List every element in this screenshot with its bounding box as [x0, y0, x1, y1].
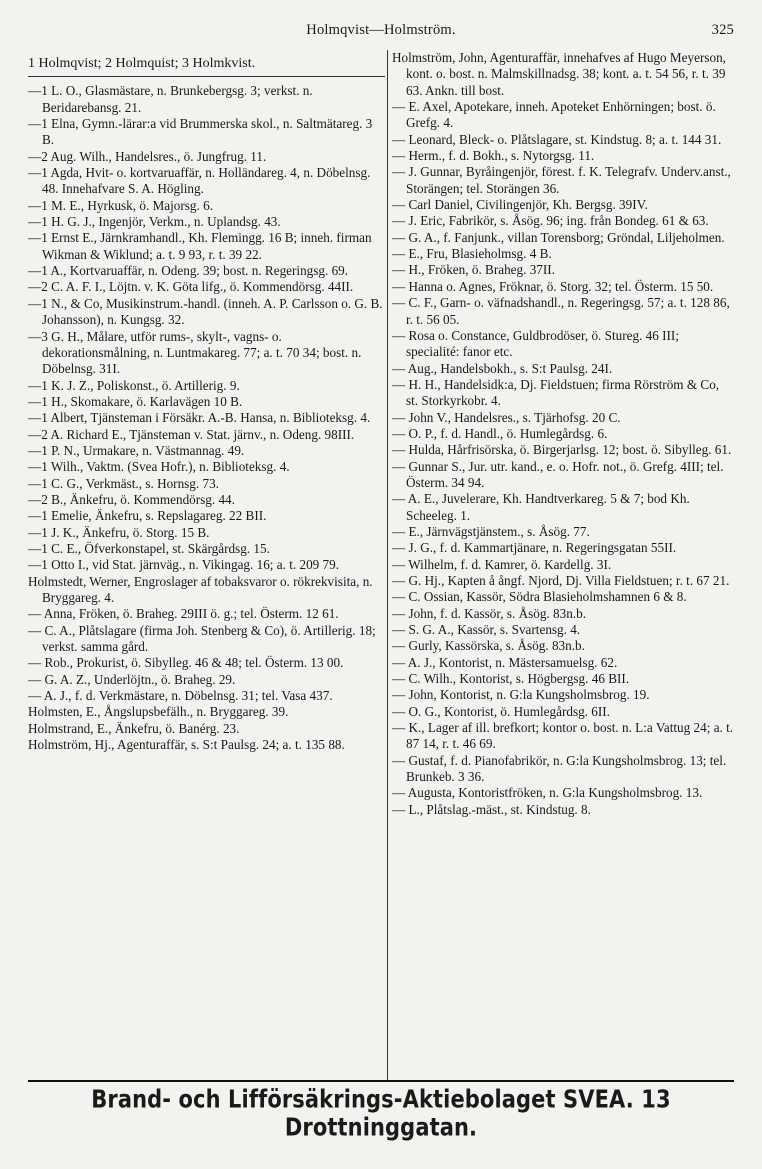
directory-entry: — A. J., f. d. Verkmästare, n. Döbelnsg. 31; tel. Vasa 437.	[28, 688, 333, 704]
column-divider	[387, 50, 388, 1080]
directory-entry: —1 H., Skomakare, ö. Karlavägen 10 B.	[28, 393, 243, 409]
page-title: Holmqvist—Holmström.	[306, 22, 456, 38]
directory-entry: — Hulda, Hårfrisörska, ö. Birgerjarlsg. 12; bost. ö. Sibylleg. 61.	[392, 442, 732, 458]
directory-entry: —2 Aug. Wilh., Handelsres., ö. Jungfrug. 11.	[28, 148, 267, 164]
directory-entry: — C. A., Plåtslagare (firma Joh. Stenberg & Co), ö. Artillerig. 18; verkst. samma gård.	[28, 622, 376, 655]
directory-entry: — Rosa o. Constance, Guldbrodöser, ö. Stureg. 46 III; specialité: fanor etc.	[392, 327, 679, 360]
directory-entry: —1 P. N., Urmakare, n. Västmannag. 49.	[28, 442, 245, 458]
directory-entry: —3 G. H., Målare, utför rums-, skylt-, vagns- o. dekorationsmålning, n. Luntmakareg. 77; a. t. 70 34; bost. n. Döbelnsg. 31I.	[28, 328, 362, 377]
directory-entry: —1 J. K., Änkefru, ö. Storg. 15 B.	[28, 524, 210, 540]
directory-entry: — G. A., f. Fanjunk., villan Torensborg; Gröndal, Liljeholmen.	[392, 229, 725, 245]
directory-entry: — G. Hj., Kapten å ångf. Njord, Dj. Villa Fieldstuen; r. t. 67 21.	[392, 573, 730, 588]
directory-entry: —2 B., Änkefru, ö. Kommendörsg. 44.	[28, 491, 235, 507]
directory-entry: — John, Kontorist, n. G:la Kungsholmsbrog. 19.	[392, 687, 650, 703]
surname-header: 1 Holmqvist; 2 Holmquist; 3 Holmkvist.	[28, 50, 385, 77]
directory-entry: — Wilhelm, f. d. Kamrer, ö. Kardellg. 3I.	[392, 556, 612, 572]
directory-entry: — C. F., Garn- o. väfnadshandl., n. Regeringsg. 57; a. t. 128 86, r. t. 56 05.	[392, 295, 730, 327]
directory-entry: —1 Agda, Hvit- o. kortvaruaffär, n. Holländareg. 4, n. Döbelnsg. 48. Innehafvare S. A. Högling.	[28, 165, 371, 197]
directory-entry: Holmstedt, Werner, Engroslager af tobaksvaror o. rökrekvisita, n. Bryggareg. 4.	[28, 573, 373, 605]
directory-entry: — Gunnar S., Jur. utr. kand., e. o. Hofr. not., ö. Grefg. 4III; tel. Österm. 34 94.	[392, 458, 724, 490]
directory-entry: — J. Gunnar, Byråingenjör, förest. f. K. Telegrafv. Underv.anst., Storängen; tel. Storängen 36.	[392, 164, 731, 196]
directory-entry: —1 Wilh., Vaktm. (Svea Hofr.), n. Biblioteksg. 4.	[28, 459, 290, 475]
directory-entry: —1 Emelie, Änkefru, s. Repslagareg. 22 BII.	[28, 508, 267, 524]
directory-entry: — H., Fröken, ö. Braheg. 37II.	[392, 262, 555, 278]
directory-page	[28, 0, 734, 1169]
left-column	[28, 50, 385, 753]
directory-entry: — Gustaf, f. d. Pianofabrikör, n. G:la Kungsholmsbrog. 13; tel. Brunkeb. 3 36.	[392, 752, 727, 785]
directory-entry: —1 K. J. Z., Poliskonst., ö. Artillerig. 9.	[28, 377, 240, 393]
directory-entry: — Augusta, Kontoristfröken, n. G:la Kungsholmsbrog. 13.	[392, 785, 703, 801]
directory-entry: — Leonard, Bleck- o. Plåtslagare, st. Kindstug. 8; a. t. 144 31.	[392, 131, 722, 147]
directory-entry: — G. A. Z., Underlöjtn., ö. Braheg. 29.	[28, 671, 236, 687]
directory-entry: —1 H. G. J., Ingenjör, Verkm., n. Uplandsg. 43.	[28, 214, 281, 230]
directory-entry: — C. Wilh., Kontorist, s. Högbergsg. 46 BII.	[392, 671, 630, 687]
footer-rule-top	[28, 1080, 734, 1082]
directory-entry: — A. J., Kontorist, n. Mästersamuelsg. 62.	[392, 654, 618, 670]
directory-entry: — O. P., f. d. Handl., ö. Humlegårdsg. 6.	[392, 425, 608, 441]
directory-entry: Holmsten, E., Ångslupsbefälh., n. Bryggareg. 39.	[28, 704, 289, 720]
directory-entry: — A. E., Juvelerare, Kh. Handtverkareg. 5 & 7; bod Kh. Scheeleg. 1.	[392, 491, 690, 523]
directory-entry: — K., Lager af ill. brefkort; kontor o. bost. n. L:a Vattug 24; a. t. 87 14, r. t. 46 69.	[392, 720, 734, 752]
directory-entry: Holmström, John, Agenturaffär, innehafves af Hugo Meyerson, kont. o. bost. n. Malmskillnadsg. 38; kont. a. t. 54 56, r. t. 39 63. Ankn. till bost.	[392, 50, 726, 98]
page-number: 325	[711, 22, 734, 38]
right-column	[392, 50, 734, 818]
directory-entry: — Herm., f. d. Bokh., s. Nytorgsg. 11.	[392, 148, 595, 164]
directory-entry: —1 C. G., Verkmäst., s. Hornsg. 73.	[28, 475, 219, 491]
directory-entry: —1 Albert, Tjänsteman i Försäkr. A.-B. Hansa, n. Biblioteksg. 4.	[28, 410, 371, 426]
directory-entry: —2 A. Richard E., Tjänsteman v. Stat. järnv., n. Odeng. 98III.	[28, 426, 355, 442]
directory-entry: —1 M. E., Hyrkusk, ö. Majorsg. 6.	[28, 197, 213, 213]
directory-entry: — Aug., Handelsbokh., s. S:t Paulsg. 24I.	[392, 360, 613, 376]
directory-entry: — J. Eric, Fabrikör, s. Åsög. 96; ing. från Bondeg. 61 & 63.	[392, 213, 709, 229]
directory-entry: —2 C. A. F. I., Löjtn. v. K. Göta lifg., ö. Kommendörsg. 44II.	[28, 279, 354, 295]
directory-entry: — John, f. d. Kassör, s. Åsög. 83n.b.	[392, 605, 586, 621]
directory-entry: —1 Elna, Gymn.-lärar:a vid Brummerska skol., n. Saltmätareg. 3 B.	[28, 116, 373, 148]
directory-entry: — Carl Daniel, Civilingenjör, Kh. Bergsg. 39IV.	[392, 197, 648, 213]
running-head	[28, 22, 734, 42]
directory-entry: — J. G., f. d. Kammartjänare, n. Regeringsgatan 55II.	[392, 540, 677, 556]
directory-entry: —1 L. O., Glasmästare, n. Brunkebergsg. 3; verkst. n. Beridarebansg. 21.	[28, 83, 313, 115]
directory-entry: — Anna, Fröken, ö. Braheg. 29III ö. g.; tel. Österm. 12 61.	[28, 606, 339, 622]
directory-entry: — E., Fru, Blasieholmsg. 4 B.	[392, 246, 552, 262]
directory-entry: — Rob., Prokurist, ö. Sibylleg. 46 & 48; tel. Österm. 13 00.	[28, 655, 344, 671]
directory-entry: —1 N., & Co, Musikinstrum.-handl. (inneh. A. P. Carlsson o. G. B. Johansson), n. Kungsg. 32.	[28, 295, 383, 328]
directory-entry: —1 Ernst E., Järnkramhandl., Kh. Flemingg. 16 B; inneh. firman Wikman & Wiklund; a. t. 9 93, r. t. 39 22.	[28, 230, 372, 262]
directory-entry: — E., Järnvägstjänstem., s. Åsög. 77.	[392, 523, 590, 539]
directory-entry: Holmstrand, E., Änkefru, ö. Banérg. 23.	[28, 720, 240, 736]
directory-entry: — H. H., Handelsidk:a, Dj. Fieldstuen; firma Rörström & Co, st. Storkyrkobr. 4.	[392, 376, 720, 409]
directory-entry: — Gurly, Kassörska, s. Åsög. 83n.b.	[392, 638, 585, 654]
directory-entry: — C. Ossian, Kassör, Södra Blasieholmshamnen 6 & 8.	[392, 589, 687, 605]
directory-entry: — O. G., Kontorist, ö. Humlegårdsg. 6II.	[392, 703, 610, 719]
directory-entry: — E. Axel, Apotekare, inneh. Apoteket Enhörningen; bost. ö. Grefg. 4.	[392, 99, 716, 131]
directory-entry: Holmström, Hj., Agenturaffär, s. S:t Paulsg. 24; a. t. 135 88.	[28, 737, 345, 753]
directory-entry: —1 A., Kortvaruaffär, n. Odeng. 39; bost. n. Regeringsg. 69.	[28, 263, 349, 279]
directory-entry: — John V., Handelsres., s. Tjärhofsg. 20 C.	[392, 409, 621, 425]
directory-entry: — Hanna o. Agnes, Fröknar, ö. Storg. 32; tel. Österm. 15 50.	[392, 278, 714, 294]
directory-entry: —1 Otto I., vid Stat. järnväg., n. Vikingag. 16; a. t. 209 79.	[28, 557, 340, 573]
advertisement: Brand- och Lifförsäkrings-Aktiebolaget SVEA. 13 Drottninggatan.	[91, 1085, 671, 1142]
directory-entry: —1 C. E., Öfverkonstapel, st. Skärgårdsg. 15.	[28, 540, 270, 556]
directory-entry: — S. G. A., Kassör, s. Svartensg. 4.	[392, 622, 581, 638]
directory-entry: — L., Plåtslag.-mäst., st. Kindstug. 8.	[392, 801, 591, 817]
